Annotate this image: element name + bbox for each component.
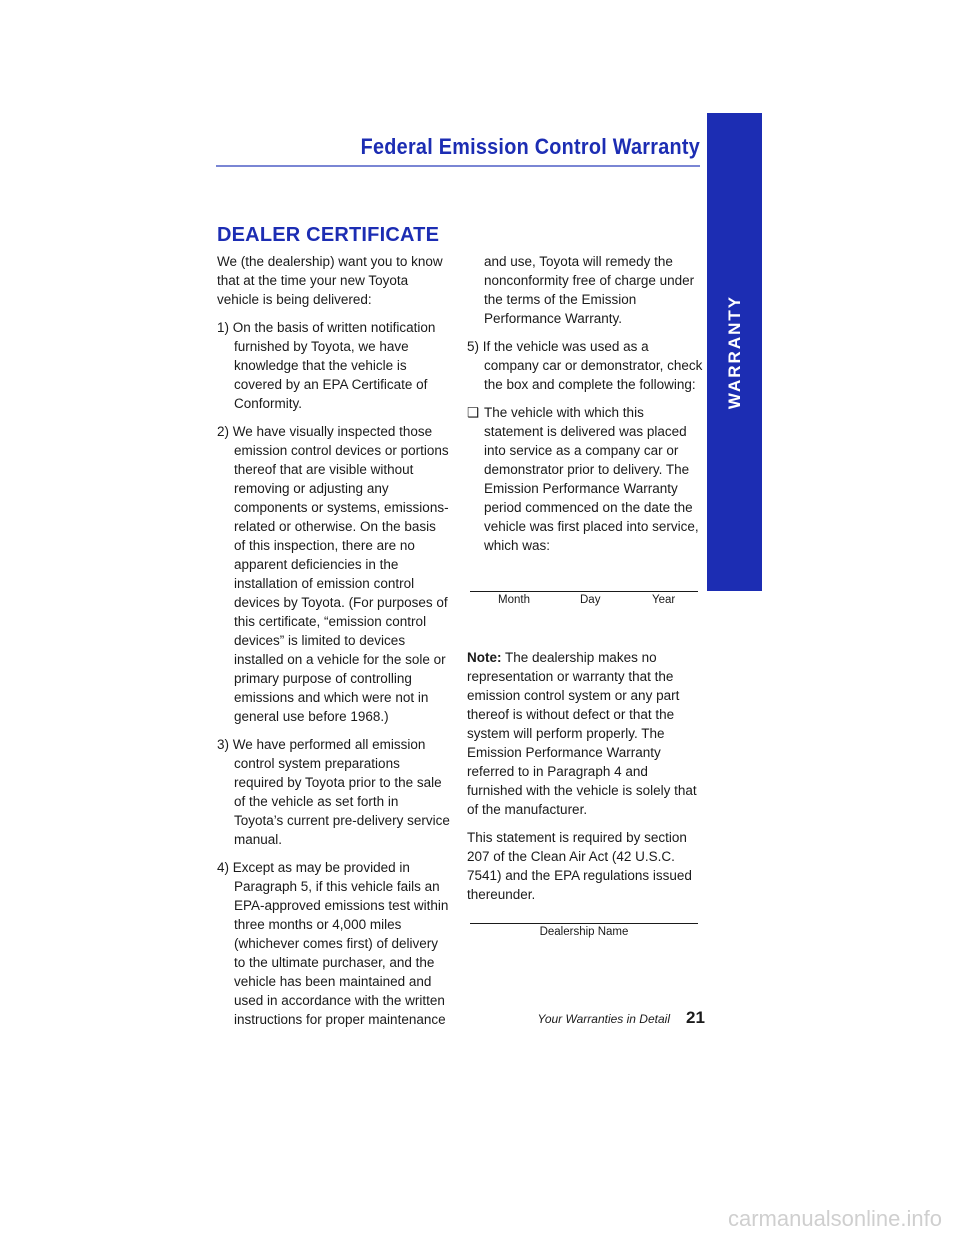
- list-item-continued: and use, Toyota will remedy the nonconformity free of charge under the terms of the Emission Performance Warranty.: [484, 254, 695, 326]
- note-text: The dealership makes no representation or warranty that the emission control system or any part thereof is without defect or that the system will perform properly. The Emission Performance Warranty referred to in Paragraph 4 and furnished with the vehicle is solely that of the manufacturer.: [467, 650, 697, 817]
- footer-text: Your Warranties in Detail: [537, 1012, 670, 1026]
- checkbox-item: [467, 403, 703, 555]
- dealership-signature-line: [470, 923, 698, 924]
- side-tab: [707, 113, 762, 591]
- header-rule: [216, 165, 700, 167]
- right-column-bottom: [467, 648, 703, 913]
- page-number: 21: [686, 1008, 705, 1027]
- checkbox-icon[interactable]: ❑: [467, 405, 480, 420]
- list-item: 4) Except as may be provided in Paragraph 5, if this vehicle fails an EPA-approved emissions test within three months or 4,000 miles (whichever comes first) of delivery to the ultimate purchaser, and the vehicle has been maintained and used in accordance with the written instructions for proper maintenance: [217, 860, 449, 1027]
- section-heading: DEALER CERTIFICATE: [217, 224, 440, 246]
- month-label: Month: [498, 594, 530, 606]
- list-item: 2) We have visually inspected those emission control devices or portions thereof that are visible without removing or adjusting any components or systems, emissions-related or otherwise. On the basis of this inspection, there are no apparent deficiencies in the installation of emission control devices by Toyota. (For purposes of this certificate, “emission control devices” is limited to devices installed on a vehicle for the sole or primary purpose of controlling emissions and which were not in general use before 1968.): [217, 424, 449, 724]
- note-label: Note:: [467, 650, 502, 665]
- watermark: carmanualsonline.info: [727, 1206, 942, 1231]
- intro-paragraph: We (the dealership) want you to know that at the time your new Toyota vehicle is being delivered:: [217, 254, 443, 307]
- note-paragraph: [467, 648, 703, 819]
- list-item: 5) If the vehicle was used as a company car or demonstrator, check the box and complete the following:: [467, 339, 703, 392]
- date-signature-line: [470, 591, 698, 592]
- list-item: 1) On the basis of written notification furnished by Toyota, we have knowledge that the vehicle is covered by an EPA Certificate of Conformity.: [217, 320, 436, 411]
- day-label: Day: [580, 594, 601, 606]
- page-header-title: Federal Emission Control Warranty: [360, 134, 700, 159]
- right-column-top: [467, 252, 703, 564]
- left-column: [217, 252, 450, 1038]
- list-item: 3) We have performed all emission control system preparations required by Toyota prior to the sale of the vehicle as set forth in Toyota’s current pre-delivery service manual.: [217, 737, 450, 847]
- year-label: Year: [652, 594, 676, 606]
- side-tab-label: WARRANTY: [724, 294, 744, 410]
- dealership-name-label: Dealership Name: [539, 926, 629, 938]
- checkbox-text: The vehicle with which this statement is delivered was placed into service as a company car or demonstrator prior to delivery. The Emission Performance Warranty period commenced on the date the vehicle was first placed into service, which was:: [484, 405, 699, 553]
- statement-paragraph: This statement is required by section 207 of the Clean Air Act (42 U.S.C. 7541) and the EPA regulations issued thereunder.: [467, 830, 692, 902]
